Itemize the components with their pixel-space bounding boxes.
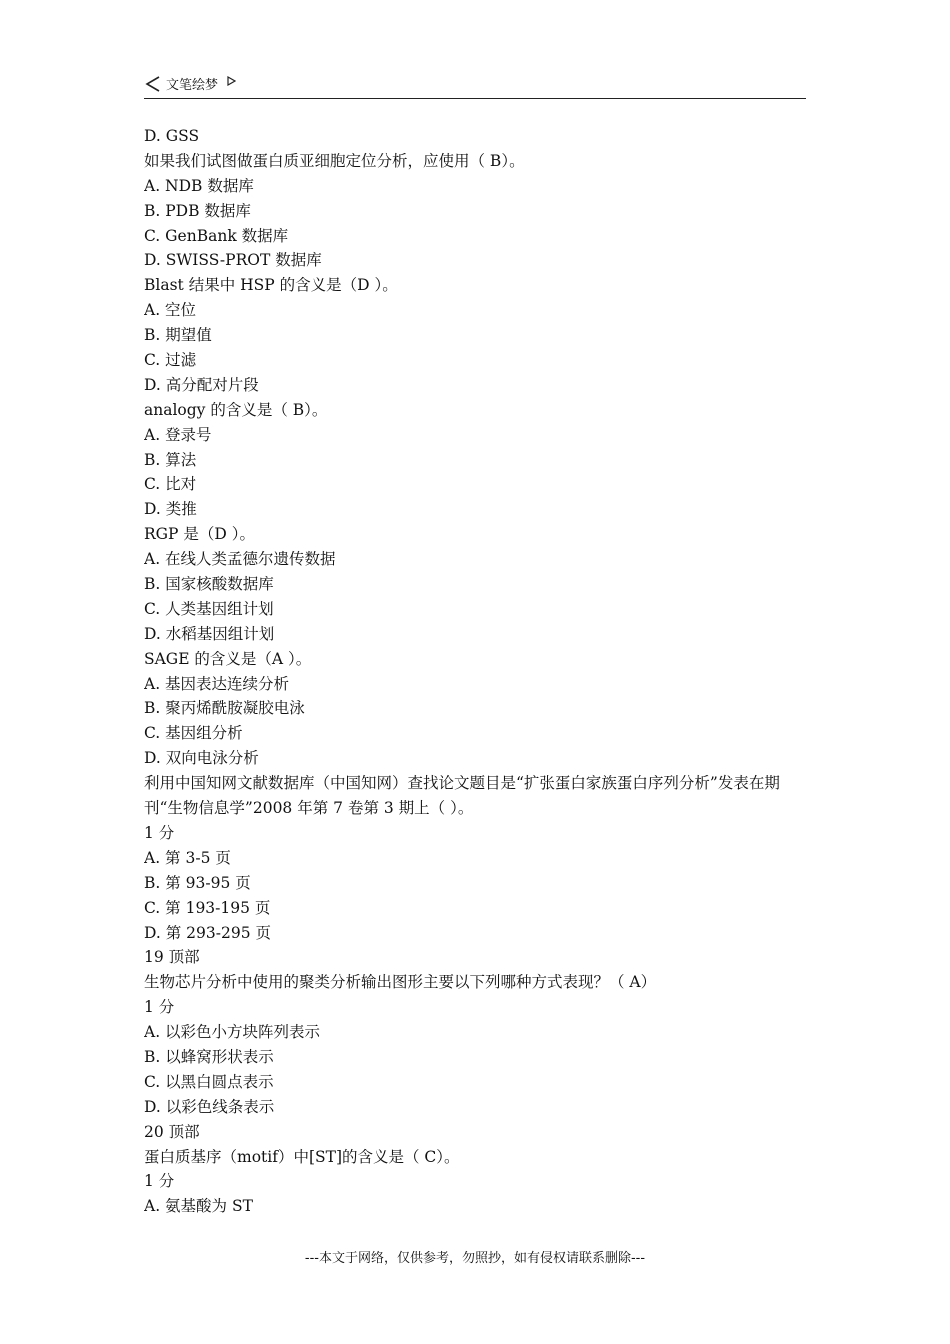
document-line: 蛋白质基序（motif）中[ST]的含义是（ C）。 [144,1147,460,1166]
document-line: 利用中国知网文献数据库（中国知网）查找论文题目是“扩张蛋白家族蛋白序列分析”发表在期刊“生物信息学”2008 年第 7 卷第 3 期上（ ）。 [144,774,780,818]
document-line: B. 以蜂窝形状表示 [144,1047,274,1066]
document-line: A. 以彩色小方块阵列表示 [144,1023,321,1042]
page-header [144,72,806,99]
document-line: 1 分 [144,1172,175,1191]
document-line: A. 登录号 [144,425,212,444]
document-line: A. 第 3-5 页 [144,848,231,867]
document-line: A. NDB 数据库 [144,176,254,195]
document-line: RGP 是（D ）。 [144,525,256,544]
document-line: 如果我们试图做蛋白质亚细胞定位分析，应使用（ B）。 [144,151,525,170]
document-line: D. SWISS-PROT 数据库 [144,251,322,270]
document-line: C. 第 193-195 页 [144,898,271,917]
document-body [144,124,808,1219]
document-line: B. 第 93-95 页 [144,873,251,892]
document-line: B. 聚丙烯酰胺凝胶电泳 [144,699,305,718]
document-line: C. GenBank 数据库 [144,226,289,245]
header-brand: 文笔绘梦 [166,78,219,93]
document-line: 19 顶部 [144,948,200,967]
document-line: D. GSS [144,127,200,145]
document-line: B. 算法 [144,450,197,469]
document-line: C. 比对 [144,475,197,494]
document-line: A. 基因表达连续分析 [144,674,290,693]
document-line: D. 水稻基因组计划 [144,624,275,643]
document-line: SAGE 的含义是（A ）。 [144,649,312,668]
document-line: D. 类推 [144,500,197,519]
document-line: D. 高分配对片段 [144,375,259,394]
document-line: B. PDB 数据库 [144,201,251,220]
document-line: A. 氨基酸为 ST [144,1197,253,1216]
document-line: D. 第 293-295 页 [144,923,271,942]
document-line: C. 基因组分析 [144,724,243,743]
page-footer-disclaimer: ---本文于网络，仅供参考，勿照抄，如有侵权请联系删除--- [304,1251,646,1266]
document-line: C. 过滤 [144,351,197,370]
document-line: C. 以黑白圆点表示 [144,1072,274,1091]
document-line: A. 空位 [144,301,197,320]
header-brand-group [144,74,236,93]
document-line: Blast 结果中 HSP 的含义是（D ）。 [144,276,398,295]
document-line: D. 双向电泳分析 [144,749,259,768]
document-line: B. 期望值 [144,326,212,345]
document-line: 1 分 [144,823,175,842]
document-line: B. 国家核酸数据库 [144,575,274,594]
document-line: analogy 的含义是（ B）。 [144,400,328,419]
document-line: 20 顶部 [144,1122,200,1141]
document-line: 生物芯片分析中使用的聚类分析输出图形主要以下列哪种方式表现？（ A） [144,973,657,992]
back-arrow-icon [144,75,162,93]
document-line: D. 以彩色线条表示 [144,1097,275,1116]
document-line: C. 人类基因组计划 [144,599,274,618]
play-triangle-icon [226,76,236,86]
document-line: A. 在线人类孟德尔遗传数据 [144,550,336,569]
document-line: 1 分 [144,998,175,1017]
